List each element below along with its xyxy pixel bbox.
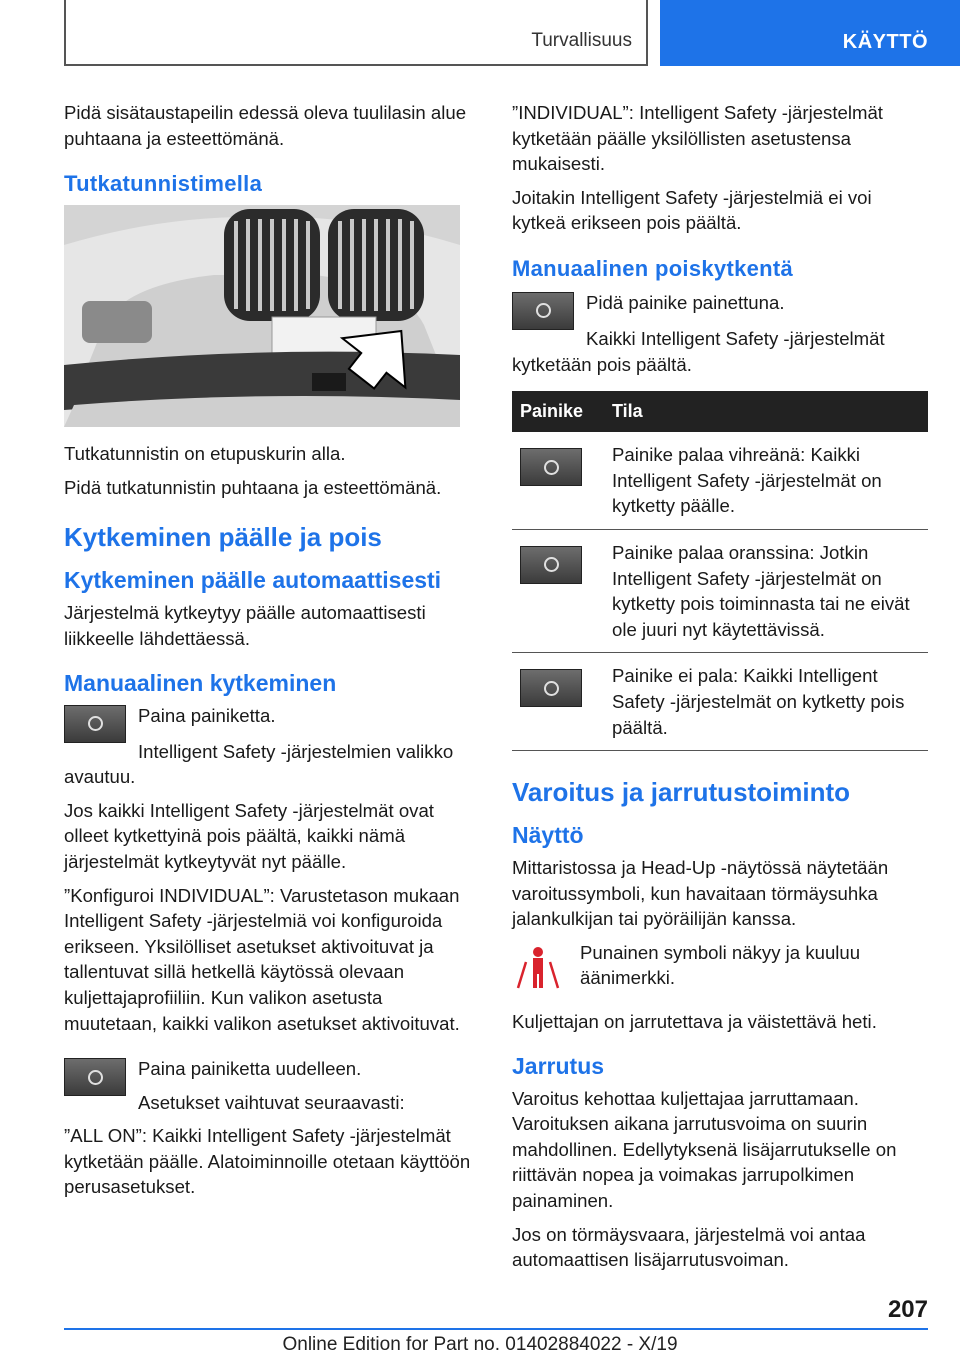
page-number: 207	[887, 1296, 928, 1323]
intelligent-safety-button-icon	[64, 705, 126, 743]
intelligent-safety-button-icon	[520, 546, 582, 584]
header-section	[64, 0, 648, 66]
paragraph: Varoitus kehottaa kuljettajaa jarruttamaan. Varoituksen aikana jarrutusvoima on suurin mahdollinen. Edellytyksenä lisäjarrutukselle on riittävän nopea ja voimakas jarrupolkimen painaminen.	[512, 1087, 897, 1212]
table-cell: Painike palaa oranssina: Jotkin Intelligent Safety -järjestelmät on kytketty pois toiminnasta tai ne eivät ole juuri nyt käytettävissä.	[604, 529, 928, 652]
intelligent-safety-button-icon	[520, 448, 582, 486]
heading-radar: Tutkatunnistimella	[64, 171, 263, 197]
button-instruction	[64, 703, 480, 743]
paragraph: Tutkatunnistin on etupuskurin alla.	[64, 443, 346, 465]
button-instruction	[512, 290, 928, 330]
heading-manual-off: Manuaalinen poiskytkentä	[512, 255, 794, 281]
heading-warning-braking: Varoitus ja jarrutustoiminto	[512, 777, 851, 808]
heading-auto: Kytkeminen päälle automaattisesti	[64, 567, 442, 594]
paragraph: ”Konfiguroi INDIVIDUAL”: Varustetason mukaan Intelligent Safety -järjestelmiä voi konfiguroida erikseen. Yksilölliset asetukset aktivoituvat ja tallentuvat sillä hetkellä käytössä olevaan kuljettajaprofiiliin. Kun valikon asetusta muutetaan, kaikki valikon asetukset aktivoituvat.	[64, 884, 460, 1034]
footer-divider	[64, 1328, 928, 1330]
heading-display: Näyttö	[512, 822, 584, 849]
table-row	[512, 432, 928, 529]
paragraph: Kuljettajan on jarrutettava ja väistettävä heti.	[512, 1011, 877, 1033]
paragraph: Joitakin Intelligent Safety -järjestelmiä ei voi kytkeä erikseen pois päältä.	[512, 186, 872, 234]
footer-edition: Online Edition for Part no. 01402884022 - X/19	[282, 1334, 678, 1355]
paragraph: Järjestelmä kytkeytyy päälle automaattisesti liikkeelle lähdettäessä.	[64, 602, 426, 649]
intelligent-safety-button-icon	[520, 669, 582, 707]
front-bumper-radar-photo	[64, 205, 460, 427]
header-section-label: Turvallisuus	[531, 30, 632, 51]
intelligent-safety-button-icon	[64, 1058, 126, 1096]
warning-instruction	[512, 940, 928, 999]
button-status-table	[512, 391, 928, 751]
paragraph: ”INDIVIDUAL”: Intelligent Safety -järjestelmät kytketään päälle yksilöllisten asetustensa mukaisesti.	[512, 102, 883, 175]
intelligent-safety-button-icon	[512, 292, 574, 330]
table-row	[512, 653, 928, 751]
paragraph: ”ALL ON”: Kaikki Intelligent Safety -järjestelmät kytketään päälle. Alatoiminnoille otetaan käyttöön perusasetukset.	[64, 1125, 471, 1198]
paragraph: Jos kaikki Intelligent Safety -järjestelmät ovat olleet kytkettyinä pois päältä, kaikki nämä järjestelmät kytkeytyvät nyt päälle.	[64, 799, 434, 872]
paragraph: Pidä sisätaustapeilin edessä oleva tuulilasin alue puhtaana ja esteettömänä.	[64, 102, 467, 149]
table-header-button: Painike	[512, 391, 604, 432]
heading-braking: Jarrutus	[512, 1052, 605, 1079]
paragraph: Punainen symboli näkyy ja kuuluu äänimerkki.	[580, 941, 861, 989]
table-row	[512, 529, 928, 652]
paragraph: Paina painiketta uudelleen.	[138, 1058, 362, 1080]
paragraph: Paina painiketta.	[138, 704, 276, 726]
paragraph: Kaikki Intelligent Safety -järjestelmät kytketään pois päältä.	[512, 327, 885, 375]
left-column	[64, 100, 480, 1208]
paragraph: Pidä painike painettuna.	[586, 291, 785, 313]
right-column	[512, 100, 928, 1281]
paragraph: Pidä tutkatunnistin puhtaana ja esteettömänä.	[64, 476, 442, 498]
heading-manual: Manuaalinen kytkeminen	[64, 669, 337, 696]
heading-on-off: Kytkeminen päälle ja pois	[64, 522, 382, 553]
table-header-status: Tila	[604, 391, 928, 432]
button-instruction	[64, 1056, 480, 1123]
pedestrian-warning-icon	[512, 940, 564, 992]
table-cell: Painike palaa vihreänä: Kaikki Intelligent Safety -järjestelmät on kytketty päälle.	[604, 432, 928, 529]
paragraph: Mittaristossa ja Head-Up -näytössä näytetään varoitussymboli, kun havaitaan törmäysuhka jalankulkijan tai pyöräilijän kanssa.	[512, 857, 889, 930]
paragraph: Jos on törmäysvaara, järjestelmä voi antaa automaattisen lisäjarrutusvoiman.	[512, 1223, 866, 1271]
header-chapter	[660, 0, 960, 66]
header-chapter-label: KÄYTTÖ	[842, 31, 928, 53]
table-cell: Painike ei pala: Kaikki Intelligent Safety -järjestelmät on kytketty pois päältä.	[604, 653, 928, 751]
paragraph: Asetukset vaihtuvat seuraavasti:	[138, 1091, 405, 1113]
paragraph: Intelligent Safety -järjestelmien valikko avautuu.	[64, 740, 454, 788]
